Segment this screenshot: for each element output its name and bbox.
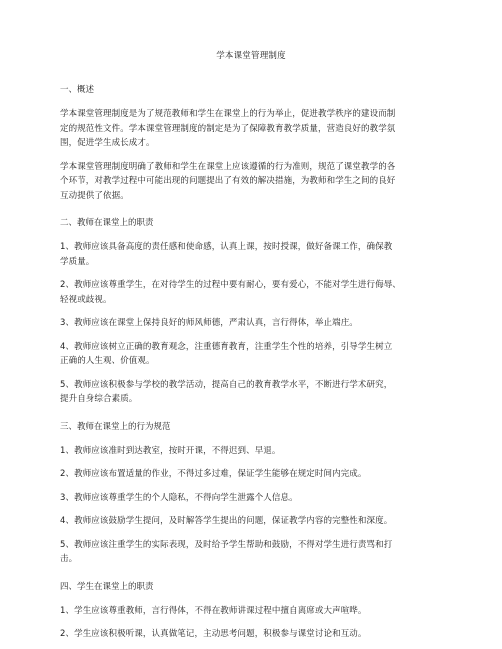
paragraph-line: 3、教师应该尊重学生的个人隐私，不得向学生泄露个人信息。 [60,492,298,503]
paragraph-line: 1、教师应该准时到达教室，按时开课，不得迟到、早退。 [60,445,281,456]
paragraph [60,444,442,459]
paragraph [60,467,442,482]
paragraph-line: 击。 [60,554,78,564]
paragraph [60,316,442,331]
section-heading: 一、概述 [60,85,95,95]
paragraph-line: 2、学生应该积极听课，认真做笔记，主动思考问题，积极参与课堂讨论和互动。 [60,629,367,639]
paragraph-line: 3、教师应该在课堂上保持良好的师风师德，严肃认真，言行得体，举止端庄。 [60,318,358,328]
paragraph-line: 定的规范性文件。学本课堂管理制度的制定是为了保障教育教学质量，营造良好的教学氛 [60,123,396,134]
paragraph-line: 个环节，对教学过程中可能出现的问题提出了有效的解决措施，为教师和学生之间的良好 [60,176,396,186]
paragraph-line: 2、教师应该尊重学生，在对待学生的过程中要有耐心，要有爱心，不能对学生进行侮辱、 [60,280,401,290]
paragraph [60,240,442,269]
document-title: 学本课堂管理制度 [216,51,286,61]
paragraph-line: 学本课堂管理制度明确了教师和学生在课堂上应该遵循的行为准则，规范了课堂教学的各 [60,161,396,172]
paragraph-line: 4、教师应该鼓励学生提问，及时解答学生提出的问题，保证教学内容的完整性和深度。 [60,516,393,526]
paragraph-line: 正确的人生观、价值观。 [60,356,155,366]
paragraph [60,627,442,642]
paragraph-line: 学本课堂管理制度是为了规范教师和学生在课堂上的行为举止，促进教学秩序的建设而制 [60,109,396,119]
paragraph-line: 2、教师应该布置适量的作业，不得过多过难，保证学生能够在规定时间内完成。 [60,469,367,479]
section-heading: 二、教师在课堂上的职责 [60,218,154,228]
paragraph-line: 学质量。 [60,256,95,267]
paragraph [60,278,442,307]
paragraph [60,538,442,567]
paragraph [60,107,442,151]
section-heading: 四、学生在课堂上的职责 [60,581,154,592]
paragraph [60,160,442,204]
paragraph-line: 提升自身综合素质。 [60,394,138,404]
paragraph-line: 1、学生应该尊重教师，言行得体，不得在教师讲课过程中擅自离席或大声喧哗。 [60,605,367,616]
paragraph-line: 围，促进学生成长成才。 [60,138,155,148]
paragraph [60,514,442,529]
paragraph [60,604,442,619]
paragraph [60,378,442,407]
document-body [60,84,442,642]
paragraph-line: 轻视或歧视。 [60,294,112,305]
paragraph-line: 4、教师应该树立正确的教育观念，注重德育教育，注重学生个性的培养，引导学生树立 [60,341,393,352]
paragraph-line: 5、教师应该积极参与学校的教学活动，提高自己的教育教学水平，不断进行学术研究， [60,379,393,390]
paragraph-line: 1、教师应该具备高度的责任感和使命感，认真上课，按时授课，做好备课工作，确保教 [60,242,393,252]
paragraph [60,340,442,369]
paragraph [60,491,442,506]
paragraph-line: 5、教师应该注重学生的实际表现，及时给予学生帮助和鼓励，不得对学生进行责骂和打 [60,539,393,550]
paragraph-line: 互动提供了依据。 [60,190,129,201]
section-heading: 三、教师在课堂上的行为规范 [60,421,171,432]
